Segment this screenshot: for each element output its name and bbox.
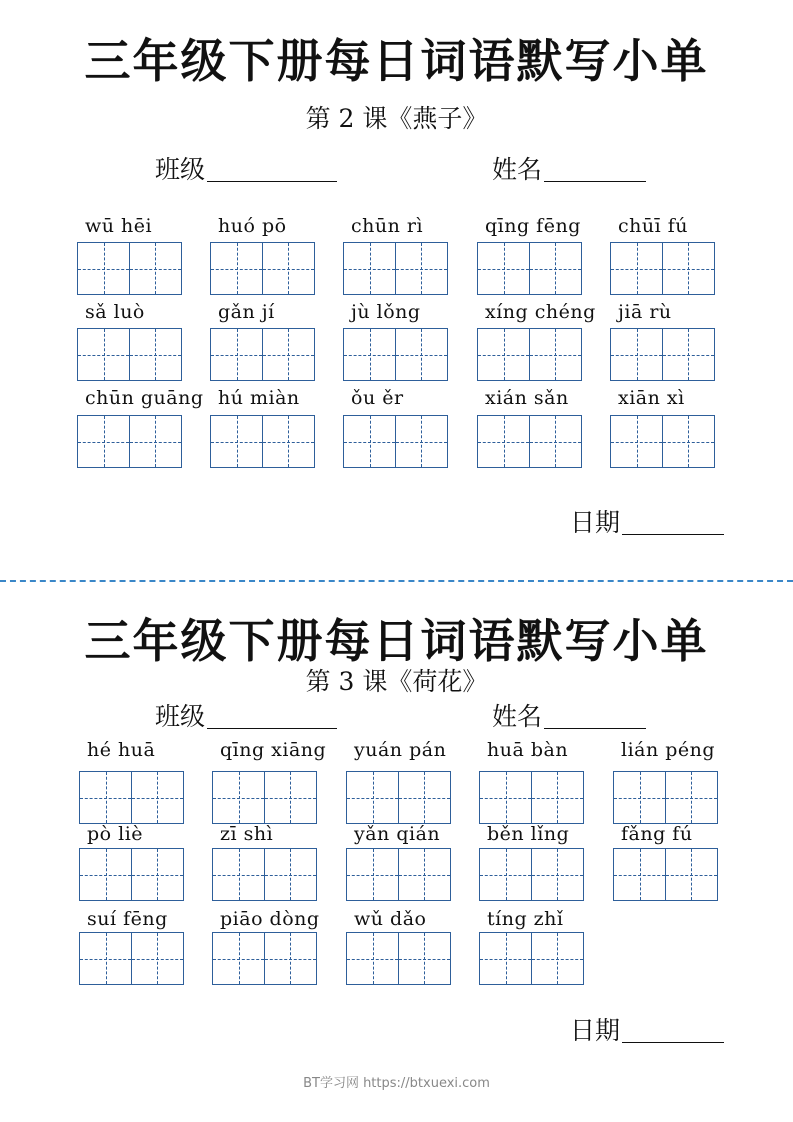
pinyin-label: tíng zhǐ xyxy=(487,908,564,930)
tianzige-box-pair[interactable] xyxy=(477,242,582,295)
pinyin-label: piāo dòng xyxy=(220,908,320,930)
pinyin-label: wǔ dǎo xyxy=(354,908,427,930)
writing-cell[interactable] xyxy=(129,415,182,468)
writing-cell[interactable] xyxy=(610,328,663,381)
writing-cell[interactable] xyxy=(477,415,530,468)
pinyin-label: fǎng fú xyxy=(621,823,693,845)
writing-cell[interactable] xyxy=(395,415,448,468)
sheet-title: 三年级下册每日词语默写小单 xyxy=(84,614,709,668)
writing-cell[interactable] xyxy=(665,848,718,901)
pinyin-label: běn lǐng xyxy=(487,823,570,845)
cut-line-divider xyxy=(0,580,793,582)
pinyin-label: ǒu ěr xyxy=(351,387,404,409)
writing-cell[interactable] xyxy=(79,848,132,901)
writing-cell[interactable] xyxy=(210,242,263,295)
pinyin-label: xíng chéng xyxy=(485,301,596,323)
pinyin-label: huó pō xyxy=(218,215,287,237)
writing-cell[interactable] xyxy=(477,242,530,295)
pinyin-label: gǎn jí xyxy=(218,301,275,323)
pinyin-label: hú miàn xyxy=(218,387,300,409)
pinyin-label: lián péng xyxy=(621,739,716,761)
tianzige-box-pair[interactable] xyxy=(210,242,315,295)
writing-cell[interactable] xyxy=(346,932,399,985)
tianzige-box-pair[interactable] xyxy=(212,932,317,985)
tianzige-box-pair[interactable] xyxy=(212,848,317,901)
site-footer: BT学习网 https://btxuexi.com xyxy=(303,1076,490,1091)
tianzige-box-pair[interactable] xyxy=(613,848,718,901)
writing-cell[interactable] xyxy=(613,848,666,901)
pinyin-label: chūn guāng xyxy=(85,387,204,409)
writing-cell[interactable] xyxy=(479,771,532,824)
writing-cell[interactable] xyxy=(610,242,663,295)
class-field[interactable] xyxy=(155,157,337,182)
class-blank[interactable] xyxy=(207,704,337,729)
tianzige-box-pair[interactable] xyxy=(79,848,184,901)
writing-cell[interactable] xyxy=(662,415,715,468)
writing-cell[interactable] xyxy=(610,415,663,468)
class-field[interactable] xyxy=(155,704,337,729)
pinyin-label: sǎ luò xyxy=(85,301,145,323)
writing-cell[interactable] xyxy=(531,848,584,901)
name-field[interactable] xyxy=(492,157,646,182)
tianzige-box-pair[interactable] xyxy=(479,848,584,901)
date-label: 日期 xyxy=(570,508,621,537)
sheet-title: 三年级下册每日词语默写小单 xyxy=(84,34,709,88)
writing-cell[interactable] xyxy=(613,771,666,824)
writing-cell[interactable] xyxy=(264,771,317,824)
writing-cell[interactable] xyxy=(665,771,718,824)
pinyin-label: xiān xì xyxy=(618,387,685,409)
pinyin-label: wū hēi xyxy=(85,215,153,237)
writing-cell[interactable] xyxy=(79,771,132,824)
writing-cell[interactable] xyxy=(662,328,715,381)
writing-cell[interactable] xyxy=(264,848,317,901)
writing-cell[interactable] xyxy=(212,848,265,901)
writing-cell[interactable] xyxy=(129,242,182,295)
class-label: 班级 xyxy=(155,702,206,731)
writing-cell[interactable] xyxy=(262,415,315,468)
tianzige-box-pair[interactable] xyxy=(343,242,448,295)
writing-cell[interactable] xyxy=(77,242,130,295)
tianzige-box-pair[interactable] xyxy=(479,771,584,824)
writing-cell[interactable] xyxy=(398,771,451,824)
writing-cell[interactable] xyxy=(131,771,184,824)
writing-cell[interactable] xyxy=(343,328,396,381)
pinyin-label: chūī fú xyxy=(618,215,688,237)
tianzige-box-pair[interactable] xyxy=(613,771,718,824)
class-label: 班级 xyxy=(155,155,206,184)
writing-cell[interactable] xyxy=(343,415,396,468)
writing-cell[interactable] xyxy=(129,328,182,381)
tianzige-box-pair[interactable] xyxy=(346,848,451,901)
tianzige-box-pair[interactable] xyxy=(77,415,182,468)
tianzige-box-pair[interactable] xyxy=(346,932,451,985)
pinyin-label: chūn rì xyxy=(351,215,424,237)
tianzige-box-pair[interactable] xyxy=(479,932,584,985)
writing-cell[interactable] xyxy=(479,932,532,985)
writing-cell[interactable] xyxy=(395,242,448,295)
writing-cell[interactable] xyxy=(529,415,582,468)
writing-cell[interactable] xyxy=(529,242,582,295)
tianzige-box-pair[interactable] xyxy=(610,328,715,381)
writing-cell[interactable] xyxy=(264,932,317,985)
writing-cell[interactable] xyxy=(210,328,263,381)
writing-cell[interactable] xyxy=(79,932,132,985)
writing-cell[interactable] xyxy=(212,932,265,985)
writing-cell[interactable] xyxy=(477,328,530,381)
lesson-title: 第 2 课《燕子》 xyxy=(305,104,488,133)
writing-cell[interactable] xyxy=(346,848,399,901)
writing-cell[interactable] xyxy=(210,415,263,468)
pinyin-label: jù lǒng xyxy=(351,301,421,323)
tianzige-box-pair[interactable] xyxy=(79,932,184,985)
lesson-title: 第 3 课《荷花》 xyxy=(305,667,488,696)
name-label: 姓名 xyxy=(492,702,543,731)
name-blank[interactable] xyxy=(544,157,646,182)
writing-cell[interactable] xyxy=(212,771,265,824)
pinyin-label: suí fēng xyxy=(87,908,168,930)
tianzige-box-pair[interactable] xyxy=(210,328,315,381)
writing-cell[interactable] xyxy=(346,771,399,824)
class-blank[interactable] xyxy=(207,157,337,182)
writing-cell[interactable] xyxy=(131,848,184,901)
writing-cell[interactable] xyxy=(531,771,584,824)
date-blank[interactable] xyxy=(622,510,724,535)
date-blank[interactable] xyxy=(622,1018,724,1043)
writing-cell[interactable] xyxy=(77,415,130,468)
writing-cell[interactable] xyxy=(531,932,584,985)
pinyin-label: qīng fēng xyxy=(485,215,581,237)
writing-cell[interactable] xyxy=(662,242,715,295)
writing-cell[interactable] xyxy=(131,932,184,985)
pinyin-label: zī shì xyxy=(220,823,274,845)
tianzige-box-pair[interactable] xyxy=(610,415,715,468)
writing-cell[interactable] xyxy=(479,848,532,901)
name-label: 姓名 xyxy=(492,155,543,184)
pinyin-label: qīng xiāng xyxy=(220,739,327,761)
tianzige-box-pair[interactable] xyxy=(477,328,582,381)
writing-cell[interactable] xyxy=(398,932,451,985)
tianzige-box-pair[interactable] xyxy=(343,328,448,381)
name-blank[interactable] xyxy=(544,704,646,729)
writing-cell[interactable] xyxy=(398,848,451,901)
pinyin-label: huā bàn xyxy=(487,739,569,761)
writing-cell[interactable] xyxy=(529,328,582,381)
pinyin-label: hé huā xyxy=(87,739,156,761)
pinyin-label: yǎn qián xyxy=(354,823,441,845)
writing-cell[interactable] xyxy=(343,242,396,295)
date-field[interactable] xyxy=(570,1018,724,1043)
writing-cell[interactable] xyxy=(395,328,448,381)
pinyin-label: jiā rù xyxy=(618,301,672,323)
pinyin-label: xián sǎn xyxy=(485,387,569,409)
writing-cell[interactable] xyxy=(77,328,130,381)
writing-cell[interactable] xyxy=(262,328,315,381)
tianzige-box-pair[interactable] xyxy=(77,242,182,295)
tianzige-box-pair[interactable] xyxy=(79,771,184,824)
tianzige-box-pair[interactable] xyxy=(210,415,315,468)
writing-cell[interactable] xyxy=(262,242,315,295)
tianzige-box-pair[interactable] xyxy=(346,771,451,824)
pinyin-label: yuán pán xyxy=(354,739,447,761)
name-field[interactable] xyxy=(492,704,646,729)
tianzige-box-pair[interactable] xyxy=(212,771,317,824)
date-label: 日期 xyxy=(570,1016,621,1045)
tianzige-box-pair[interactable] xyxy=(610,242,715,295)
date-field[interactable] xyxy=(570,510,724,535)
tianzige-box-pair[interactable] xyxy=(477,415,582,468)
tianzige-box-pair[interactable] xyxy=(77,328,182,381)
pinyin-label: pò liè xyxy=(87,823,144,845)
tianzige-box-pair[interactable] xyxy=(343,415,448,468)
